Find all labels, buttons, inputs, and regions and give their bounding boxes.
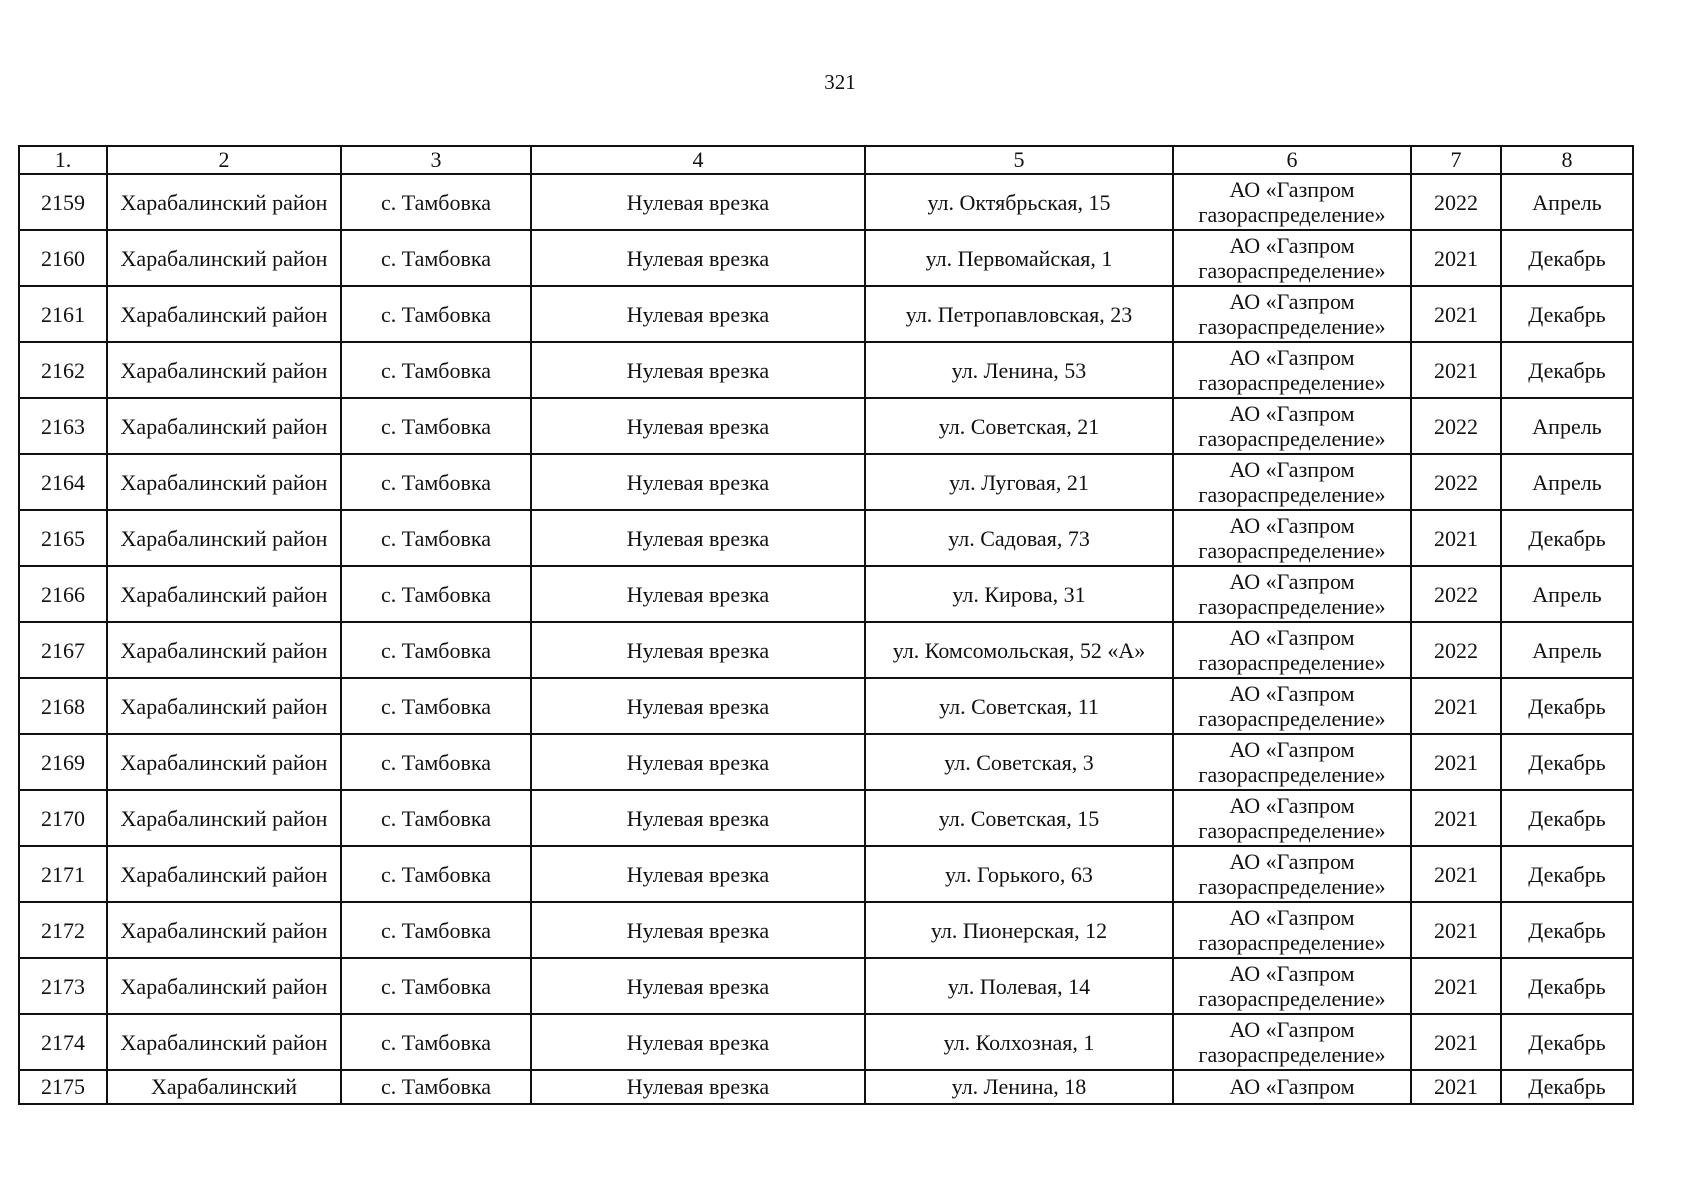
cell-address: ул. Петропавловская, 23 <box>865 286 1173 342</box>
cell-year: 2022 <box>1411 454 1501 510</box>
table-row <box>19 622 1633 678</box>
cell-settlement: с. Тамбовка <box>341 734 531 790</box>
cell-district: Харабалинский район <box>107 790 341 846</box>
cell-month: Декабрь <box>1501 342 1633 398</box>
cell-settlement: с. Тамбовка <box>341 622 531 678</box>
table-row <box>19 174 1633 230</box>
cell-settlement: с. Тамбовка <box>341 1014 531 1070</box>
table-row <box>19 398 1633 454</box>
cell-month: Декабрь <box>1501 734 1633 790</box>
cell-work-type: Нулевая врезка <box>531 790 865 846</box>
cell-row-number: 2173 <box>19 958 107 1014</box>
cell-row-number: 2162 <box>19 342 107 398</box>
header-col-2: 2 <box>107 146 341 174</box>
cell-year: 2021 <box>1411 734 1501 790</box>
header-col-6: 6 <box>1173 146 1411 174</box>
cell-organization: АО «Газпром газораспределение» <box>1173 678 1411 734</box>
cell-address: ул. Пионерская, 12 <box>865 902 1173 958</box>
table-row <box>19 342 1633 398</box>
cell-year: 2021 <box>1411 1070 1501 1104</box>
cell-year: 2022 <box>1411 622 1501 678</box>
cell-settlement: с. Тамбовка <box>341 790 531 846</box>
cell-work-type: Нулевая врезка <box>531 286 865 342</box>
cell-district: Харабалинский район <box>107 846 341 902</box>
cell-address: ул. Колхозная, 1 <box>865 1014 1173 1070</box>
header-col-3: 3 <box>341 146 531 174</box>
cell-row-number: 2168 <box>19 678 107 734</box>
cell-organization: АО «Газпром газораспределение» <box>1173 622 1411 678</box>
cell-month: Декабрь <box>1501 846 1633 902</box>
table-row <box>19 678 1633 734</box>
cell-row-number: 2165 <box>19 510 107 566</box>
cell-month: Декабрь <box>1501 790 1633 846</box>
cell-month: Декабрь <box>1501 678 1633 734</box>
cell-row-number: 2164 <box>19 454 107 510</box>
table-row <box>19 566 1633 622</box>
cell-work-type: Нулевая врезка <box>531 230 865 286</box>
cell-organization: АО «Газпром газораспределение» <box>1173 174 1411 230</box>
page-number: 321 <box>824 70 856 94</box>
header-col-7: 7 <box>1411 146 1501 174</box>
cell-month: Декабрь <box>1501 510 1633 566</box>
cell-row-number: 2172 <box>19 902 107 958</box>
cell-month: Апрель <box>1501 398 1633 454</box>
cell-organization: АО «Газпром газораспределение» <box>1173 510 1411 566</box>
cell-work-type: Нулевая врезка <box>531 846 865 902</box>
cell-work-type: Нулевая врезка <box>531 1070 865 1104</box>
cell-address: ул. Садовая, 73 <box>865 510 1173 566</box>
cell-work-type: Нулевая врезка <box>531 902 865 958</box>
cell-settlement: с. Тамбовка <box>341 286 531 342</box>
cell-year: 2021 <box>1411 678 1501 734</box>
cell-work-type: Нулевая врезка <box>531 622 865 678</box>
cell-district: Харабалинский <box>107 1070 341 1104</box>
cell-district: Харабалинский район <box>107 286 341 342</box>
cell-address: ул. Ленина, 18 <box>865 1070 1173 1104</box>
cell-row-number: 2163 <box>19 398 107 454</box>
cell-settlement: с. Тамбовка <box>341 1070 531 1104</box>
cell-address: ул. Горького, 63 <box>865 846 1173 902</box>
cell-address: ул. Октябрьская, 15 <box>865 174 1173 230</box>
cell-month: Декабрь <box>1501 1070 1633 1104</box>
table-row <box>19 286 1633 342</box>
cell-district: Харабалинский район <box>107 902 341 958</box>
table-row <box>19 454 1633 510</box>
table-row <box>19 790 1633 846</box>
header-col-8: 8 <box>1501 146 1633 174</box>
cell-month: Декабрь <box>1501 958 1633 1014</box>
cell-work-type: Нулевая врезка <box>531 958 865 1014</box>
cell-year: 2021 <box>1411 1014 1501 1070</box>
cell-year: 2021 <box>1411 846 1501 902</box>
cell-row-number: 2159 <box>19 174 107 230</box>
cell-district: Харабалинский район <box>107 398 341 454</box>
cell-settlement: с. Тамбовка <box>341 174 531 230</box>
cell-year: 2021 <box>1411 286 1501 342</box>
cell-address: ул. Советская, 3 <box>865 734 1173 790</box>
cell-district: Харабалинский район <box>107 566 341 622</box>
cell-settlement: с. Тамбовка <box>341 510 531 566</box>
cell-work-type: Нулевая врезка <box>531 510 865 566</box>
table-row <box>19 902 1633 958</box>
cell-work-type: Нулевая врезка <box>531 1014 865 1070</box>
cell-month: Декабрь <box>1501 1014 1633 1070</box>
cell-organization: АО «Газпром газораспределение» <box>1173 734 1411 790</box>
table-row <box>19 734 1633 790</box>
cell-year: 2021 <box>1411 510 1501 566</box>
cell-address: ул. Советская, 11 <box>865 678 1173 734</box>
cell-settlement: с. Тамбовка <box>341 902 531 958</box>
cell-settlement: с. Тамбовка <box>341 230 531 286</box>
cell-row-number: 2175 <box>19 1070 107 1104</box>
cell-district: Харабалинский район <box>107 1014 341 1070</box>
header-col-5: 5 <box>865 146 1173 174</box>
table-body <box>19 174 1633 1104</box>
cell-month: Апрель <box>1501 174 1633 230</box>
cell-settlement: с. Тамбовка <box>341 958 531 1014</box>
cell-address: ул. Советская, 21 <box>865 398 1173 454</box>
cell-row-number: 2169 <box>19 734 107 790</box>
cell-address: ул. Луговая, 21 <box>865 454 1173 510</box>
cell-district: Харабалинский район <box>107 174 341 230</box>
cell-month: Апрель <box>1501 566 1633 622</box>
cell-work-type: Нулевая врезка <box>531 398 865 454</box>
cell-address: ул. Кирова, 31 <box>865 566 1173 622</box>
cell-work-type: Нулевая врезка <box>531 734 865 790</box>
cell-organization: АО «Газпром газораспределение» <box>1173 566 1411 622</box>
cell-settlement: с. Тамбовка <box>341 846 531 902</box>
cell-organization: АО «Газпром газораспределение» <box>1173 846 1411 902</box>
cell-work-type: Нулевая врезка <box>531 678 865 734</box>
cell-month: Апрель <box>1501 454 1633 510</box>
cell-year: 2021 <box>1411 230 1501 286</box>
cell-organization: АО «Газпром газораспределение» <box>1173 958 1411 1014</box>
cell-organization: АО «Газпром газораспределение» <box>1173 230 1411 286</box>
cell-address: ул. Советская, 15 <box>865 790 1173 846</box>
cell-organization: АО «Газпром газораспределение» <box>1173 790 1411 846</box>
cell-row-number: 2171 <box>19 846 107 902</box>
cell-district: Харабалинский район <box>107 734 341 790</box>
table-row <box>19 510 1633 566</box>
cell-organization: АО «Газпром газораспределение» <box>1173 1014 1411 1070</box>
table-row <box>19 846 1633 902</box>
table-row <box>19 958 1633 1014</box>
header-row <box>19 146 1633 174</box>
cell-organization: АО «Газпром газораспределение» <box>1173 286 1411 342</box>
cell-organization: АО «Газпром <box>1173 1070 1411 1104</box>
header-col-4: 4 <box>531 146 865 174</box>
cell-district: Харабалинский район <box>107 454 341 510</box>
table-row <box>19 230 1633 286</box>
cell-settlement: с. Тамбовка <box>341 454 531 510</box>
cell-year: 2021 <box>1411 342 1501 398</box>
table-row <box>19 1070 1633 1104</box>
cell-year: 2021 <box>1411 790 1501 846</box>
cell-month: Декабрь <box>1501 902 1633 958</box>
cell-organization: АО «Газпром газораспределение» <box>1173 454 1411 510</box>
cell-district: Харабалинский район <box>107 342 341 398</box>
cell-year: 2022 <box>1411 398 1501 454</box>
cell-district: Харабалинский район <box>107 678 341 734</box>
cell-district: Харабалинский район <box>107 958 341 1014</box>
cell-row-number: 2160 <box>19 230 107 286</box>
cell-year: 2021 <box>1411 902 1501 958</box>
cell-district: Харабалинский район <box>107 510 341 566</box>
data-table <box>18 145 1634 1105</box>
cell-address: ул. Ленина, 53 <box>865 342 1173 398</box>
cell-year: 2022 <box>1411 566 1501 622</box>
cell-row-number: 2170 <box>19 790 107 846</box>
cell-address: ул. Комсомольская, 52 «А» <box>865 622 1173 678</box>
cell-year: 2022 <box>1411 174 1501 230</box>
cell-settlement: с. Тамбовка <box>341 678 531 734</box>
cell-address: ул. Первомайская, 1 <box>865 230 1173 286</box>
cell-month: Декабрь <box>1501 286 1633 342</box>
cell-settlement: с. Тамбовка <box>341 398 531 454</box>
cell-month: Апрель <box>1501 622 1633 678</box>
cell-organization: АО «Газпром газораспределение» <box>1173 902 1411 958</box>
cell-settlement: с. Тамбовка <box>341 342 531 398</box>
cell-work-type: Нулевая врезка <box>531 174 865 230</box>
cell-district: Харабалинский район <box>107 230 341 286</box>
cell-organization: АО «Газпром газораспределение» <box>1173 342 1411 398</box>
cell-row-number: 2161 <box>19 286 107 342</box>
cell-organization: АО «Газпром газораспределение» <box>1173 398 1411 454</box>
cell-month: Декабрь <box>1501 230 1633 286</box>
cell-district: Харабалинский район <box>107 622 341 678</box>
cell-settlement: с. Тамбовка <box>341 566 531 622</box>
cell-row-number: 2174 <box>19 1014 107 1070</box>
cell-year: 2021 <box>1411 958 1501 1014</box>
cell-address: ул. Полевая, 14 <box>865 958 1173 1014</box>
cell-work-type: Нулевая врезка <box>531 566 865 622</box>
cell-row-number: 2167 <box>19 622 107 678</box>
table-row <box>19 1014 1633 1070</box>
header-col-1: 1. <box>19 146 107 174</box>
cell-row-number: 2166 <box>19 566 107 622</box>
cell-work-type: Нулевая врезка <box>531 342 865 398</box>
cell-work-type: Нулевая врезка <box>531 454 865 510</box>
